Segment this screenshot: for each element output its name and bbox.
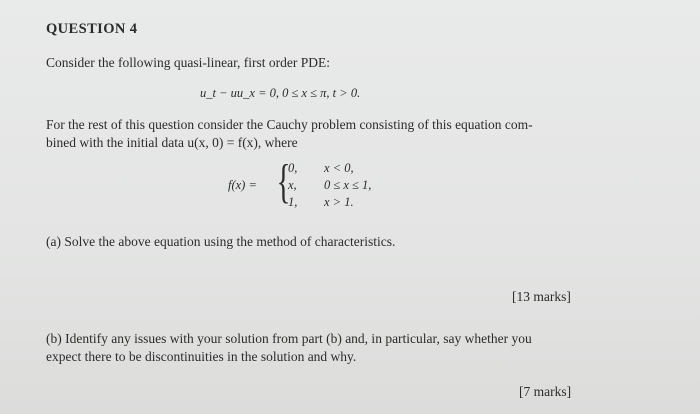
piecewise-condition: 0 ≤ x ≤ 1, [324, 178, 372, 192]
part-b-marks: [7 marks] [519, 384, 572, 399]
piecewise-lhs: f(x) = [228, 178, 257, 192]
part-b-line-1: (b) Identify any issues with your solution from part (b) and, in particular, say whether you [46, 331, 532, 346]
intro-text: Consider the following quasi-linear, first order PDE: [46, 55, 331, 70]
piecewise-conditions [324, 160, 371, 211]
cauchy-line-1: For the rest of this question consider the Cauchy problem consisting of this equation com- [46, 117, 533, 132]
piecewise-value: x, [288, 178, 297, 192]
part-a-text: (a) Solve the above equation using the method of characteristics. [46, 234, 396, 249]
part-b-paragraph [46, 330, 532, 366]
brace-icon: { [276, 155, 291, 208]
cauchy-line-2: bined with the initial data u(x, 0) = f(x), where [46, 135, 298, 150]
piecewise-value: 0, [288, 161, 298, 175]
piecewise-values [288, 160, 297, 211]
piecewise-condition: x > 1. [324, 195, 354, 209]
pde-equation: u_t − uu_x = 0, 0 ≤ x ≤ π, t > 0. [200, 86, 361, 100]
question-title: QUESTION 4 [46, 21, 138, 37]
piecewise-value: 1, [288, 195, 298, 209]
piecewise-condition: x < 0, [324, 161, 354, 175]
part-a-marks: [13 marks] [512, 289, 571, 304]
cauchy-paragraph [46, 116, 533, 152]
part-b-line-2: expect there to be discontinuities in the solution and why. [46, 349, 357, 364]
